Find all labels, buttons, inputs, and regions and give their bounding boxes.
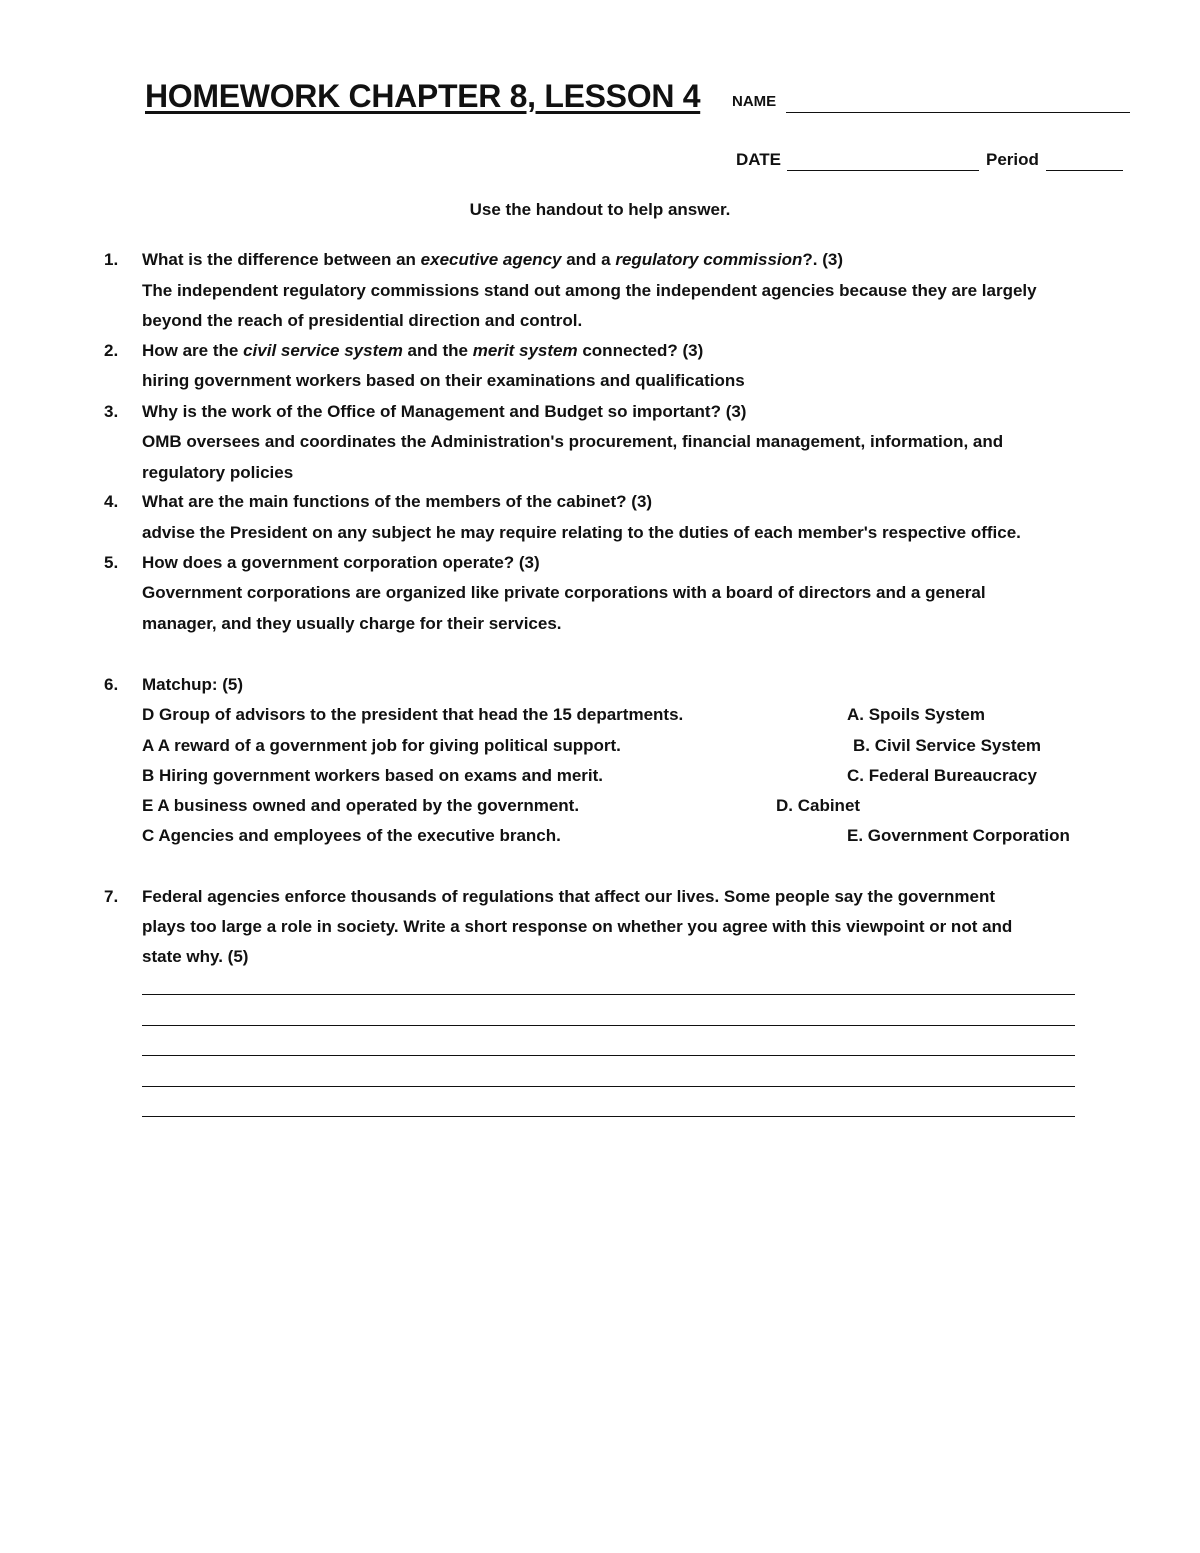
matchup-left-item: D Group of advisors to the president that head the 15 departments. (142, 705, 684, 724)
question-number-3: 3. (104, 402, 119, 421)
question-6: Matchup: (5) (142, 675, 244, 694)
question-1-text-b: and a (561, 250, 616, 269)
matchup-right-item: C. Federal Bureaucracy (847, 766, 1037, 785)
question-number-6: 6. (104, 675, 119, 694)
answer-4-line-1: advise the President on any subject he may require relating to the duties of each member's respective office. (142, 523, 1021, 542)
matchup-left-item: A A reward of a government job for giving political support. (142, 736, 621, 755)
question-2-term-merit-system: merit system (472, 341, 578, 360)
date-field-line[interactable] (787, 170, 979, 171)
answer-1-line-2: beyond the reach of presidential direction and control. (142, 311, 583, 330)
question-number-5: 5. (104, 553, 119, 572)
matchup-left-item: C Agencies and employees of the executive branch. (142, 826, 561, 845)
question-3: Why is the work of the Office of Management and Budget so important? (3) (142, 402, 747, 421)
matchup-right-item: E. Government Corporation (847, 826, 1070, 845)
response-line[interactable] (142, 1025, 1075, 1026)
question-1-term-executive-agency: executive agency (420, 250, 562, 269)
matchup-left-item: E A business owned and operated by the government. (142, 796, 580, 815)
question-1-term-regulatory-commission: regulatory commission (615, 250, 803, 269)
question-1 (142, 250, 843, 270)
date-label: DATE (736, 150, 782, 169)
instructions: Use the handout to help answer. (469, 200, 731, 219)
matchup-right-item: D. Cabinet (776, 796, 861, 815)
question-7-line-3: state why. (5) (142, 947, 249, 966)
matchup-left-item: B Hiring government workers based on exams and merit. (142, 766, 604, 785)
answer-5-line-2: manager, and they usually charge for their services. (142, 614, 562, 633)
question-2-text-a: How are the (142, 341, 244, 360)
matchup-right-item: A. Spoils System (847, 705, 985, 724)
question-1-text-a: What is the difference between an (142, 250, 421, 269)
question-2-text-b: and the (402, 341, 473, 360)
answer-1-line-1: The independent regulatory commissions stand out among the independent agencies because they are largely (142, 281, 1037, 300)
question-4: What are the main functions of the members of the cabinet? (3) (142, 492, 653, 511)
question-2-term-civil-service: civil service system (243, 341, 403, 360)
question-7-line-2: plays too large a role in society. Write a short response on whether you agree with this viewpoint or not and (142, 917, 1013, 936)
answer-2-line-1: hiring government workers based on their examinations and qualifications (142, 371, 745, 390)
answer-3-line-1: OMB oversees and coordinates the Administration's procurement, financial management, information, and (142, 432, 1004, 451)
response-line[interactable] (142, 1116, 1075, 1117)
answer-3-line-2: regulatory policies (142, 463, 294, 482)
period-label: Period (986, 150, 1039, 169)
question-7-line-1: Federal agencies enforce thousands of regulations that affect our lives. Some people say the government (142, 887, 996, 906)
question-5: How does a government corporation operate? (3) (142, 553, 540, 572)
question-number-1: 1. (104, 250, 119, 269)
question-1-text-c: ?. (3) (802, 250, 844, 269)
page-title: HOMEWORK CHAPTER 8, LESSON 4 (145, 78, 701, 114)
matchup-right-item: B. Civil Service System (853, 736, 1042, 755)
question-number-4: 4. (104, 492, 119, 511)
response-line[interactable] (142, 1055, 1075, 1056)
name-label: NAME (732, 93, 777, 110)
question-number-7: 7. (104, 887, 119, 906)
question-number-2: 2. (104, 341, 119, 360)
question-2-text-c: connected? (3) (577, 341, 704, 360)
name-field-line[interactable] (786, 112, 1130, 113)
period-field-line[interactable] (1046, 170, 1123, 171)
response-line[interactable] (142, 1086, 1075, 1087)
response-line[interactable] (142, 994, 1075, 995)
answer-5-line-1: Government corporations are organized like private corporations with a board of directors and a general (142, 583, 986, 602)
question-2 (142, 341, 703, 361)
